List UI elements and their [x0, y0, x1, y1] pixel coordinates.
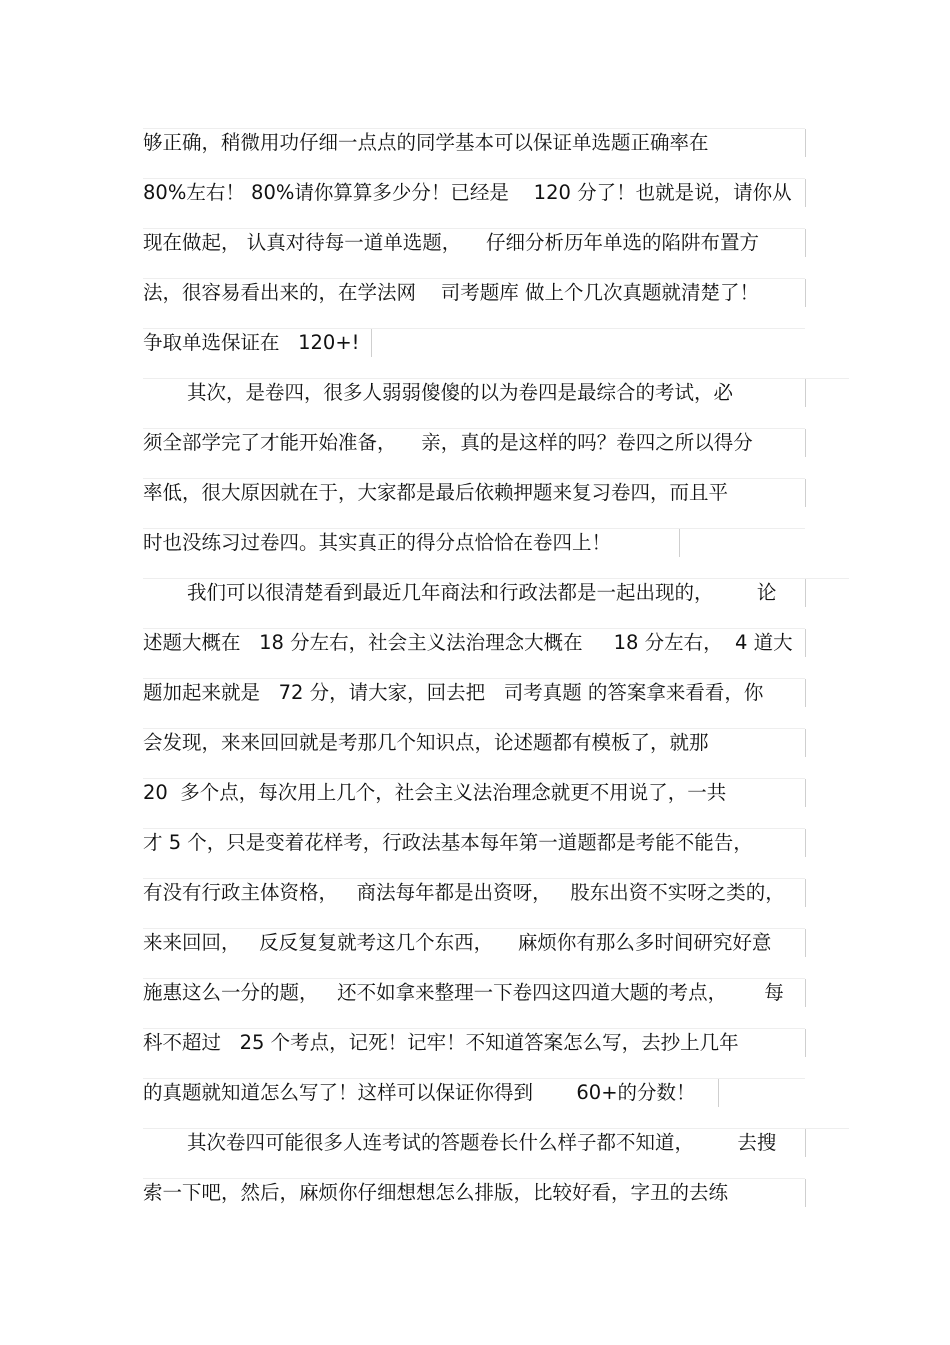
paragraph-first-line	[143, 378, 849, 409]
text-line	[143, 128, 805, 159]
line-text: 的真题就知道怎么写了！这样可以保证你得到 60+的分数！	[143, 1081, 696, 1104]
line-frame	[805, 979, 806, 1007]
line-frame	[371, 329, 372, 357]
line-text: 争取单选保证在 120+!	[143, 331, 360, 354]
line-frame	[805, 929, 806, 957]
line-frame	[805, 179, 806, 207]
text-line	[143, 178, 805, 209]
line-text: 80%左右！ 80%请你算算多少分！已经是 120 分了！也就是说，请你从	[143, 181, 792, 204]
text-line	[143, 928, 805, 959]
line-frame	[805, 429, 806, 457]
line-frame	[805, 579, 806, 607]
line-frame	[805, 679, 806, 707]
text-line	[143, 528, 805, 559]
line-text: 题加起来就是 72 分，请大家，回去把 司考真题 的答案拿来看看，你	[143, 681, 764, 704]
text-line	[143, 278, 805, 309]
text-line	[143, 728, 805, 759]
text-line	[143, 778, 805, 809]
line-text: 索一下吧，然后，麻烦你仔细想想怎么排版，比较好看，字丑的去练	[143, 1181, 729, 1204]
line-text: 够正确，稍微用功仔细一点点的同学基本可以保证单选题正确率在	[143, 131, 709, 154]
line-text: 20 多个点，每次用上几个，社会主义法治理念就更不用说了，一共	[143, 781, 727, 804]
text-line	[143, 328, 805, 359]
line-text: 科不超过 25 个考点，记死！记牢！不知道答案怎么写，去抄上几年	[143, 1031, 739, 1054]
line-frame	[805, 629, 806, 657]
text-line	[143, 1178, 805, 1209]
line-frame	[805, 1029, 806, 1057]
text-line	[143, 228, 805, 259]
line-frame	[679, 529, 680, 557]
text-line	[143, 978, 805, 1009]
text-line	[143, 828, 805, 859]
line-frame	[805, 779, 806, 807]
line-text: 施惠这么一分的题， 还不如拿来整理一下卷四这四道大题的考点， 每	[143, 981, 784, 1004]
line-frame	[718, 1079, 719, 1107]
line-text: 现在做起， 认真对待每一道单选题， 仔细分析历年单选的陷阱布置方	[143, 231, 759, 254]
text-line	[143, 1078, 805, 1109]
line-frame	[805, 129, 806, 157]
line-text: 率低，很大原因就在于，大家都是最后依赖押题来复习卷四，而且平	[143, 481, 729, 504]
line-text: 我们可以很清楚看到最近几年商法和行政法都是一起出现的， 论	[187, 581, 777, 604]
line-text: 来来回回， 反反复复就考这几个东西， 麻烦你有那么多时间研究好意	[143, 931, 772, 954]
line-frame	[805, 379, 806, 407]
line-frame	[805, 279, 806, 307]
line-frame	[805, 879, 806, 907]
paragraph-first-line	[143, 578, 849, 609]
text-line	[143, 878, 805, 909]
line-text: 会发现，来来回回就是考那几个知识点，论述题都有模板了，就那	[143, 731, 709, 754]
line-frame	[805, 479, 806, 507]
line-text: 其次，是卷四，很多人弱弱傻傻的以为卷四是最综合的考试，必	[187, 381, 734, 404]
text-line	[143, 478, 805, 509]
line-text: 才 5 个，只是变着花样考，行政法基本每年第一道题都是考能不能告，	[143, 831, 753, 854]
line-text: 时也没练习过卷四。其实真正的得分点恰恰在卷四上！	[143, 531, 612, 554]
line-frame	[805, 829, 806, 857]
line-frame	[805, 1129, 806, 1157]
text-line	[143, 678, 805, 709]
line-text: 有没有行政主体资格， 商法每年都是出资呀， 股东出资不实呀之类的，	[143, 881, 785, 904]
text-line	[143, 628, 805, 659]
line-frame	[805, 1179, 806, 1207]
line-text: 须全部学完了才能开始准备， 亲，真的是这样的吗？卷四之所以得分	[143, 431, 753, 454]
text-line	[143, 428, 805, 459]
line-text: 法，很容易看出来的，在学法网 司考题库 做上个几次真题就清楚了！	[143, 281, 759, 304]
line-text: 其次卷四可能很多人连考试的答题卷长什么样子都不知道， 去搜	[187, 1131, 777, 1154]
line-frame	[805, 729, 806, 757]
paragraph-first-line	[143, 1128, 849, 1159]
line-frame	[805, 229, 806, 257]
text-line	[143, 1028, 805, 1059]
line-text: 述题大概在 18 分左右，社会主义法治理念大概在 18 分左右， 4 道大	[143, 631, 793, 654]
